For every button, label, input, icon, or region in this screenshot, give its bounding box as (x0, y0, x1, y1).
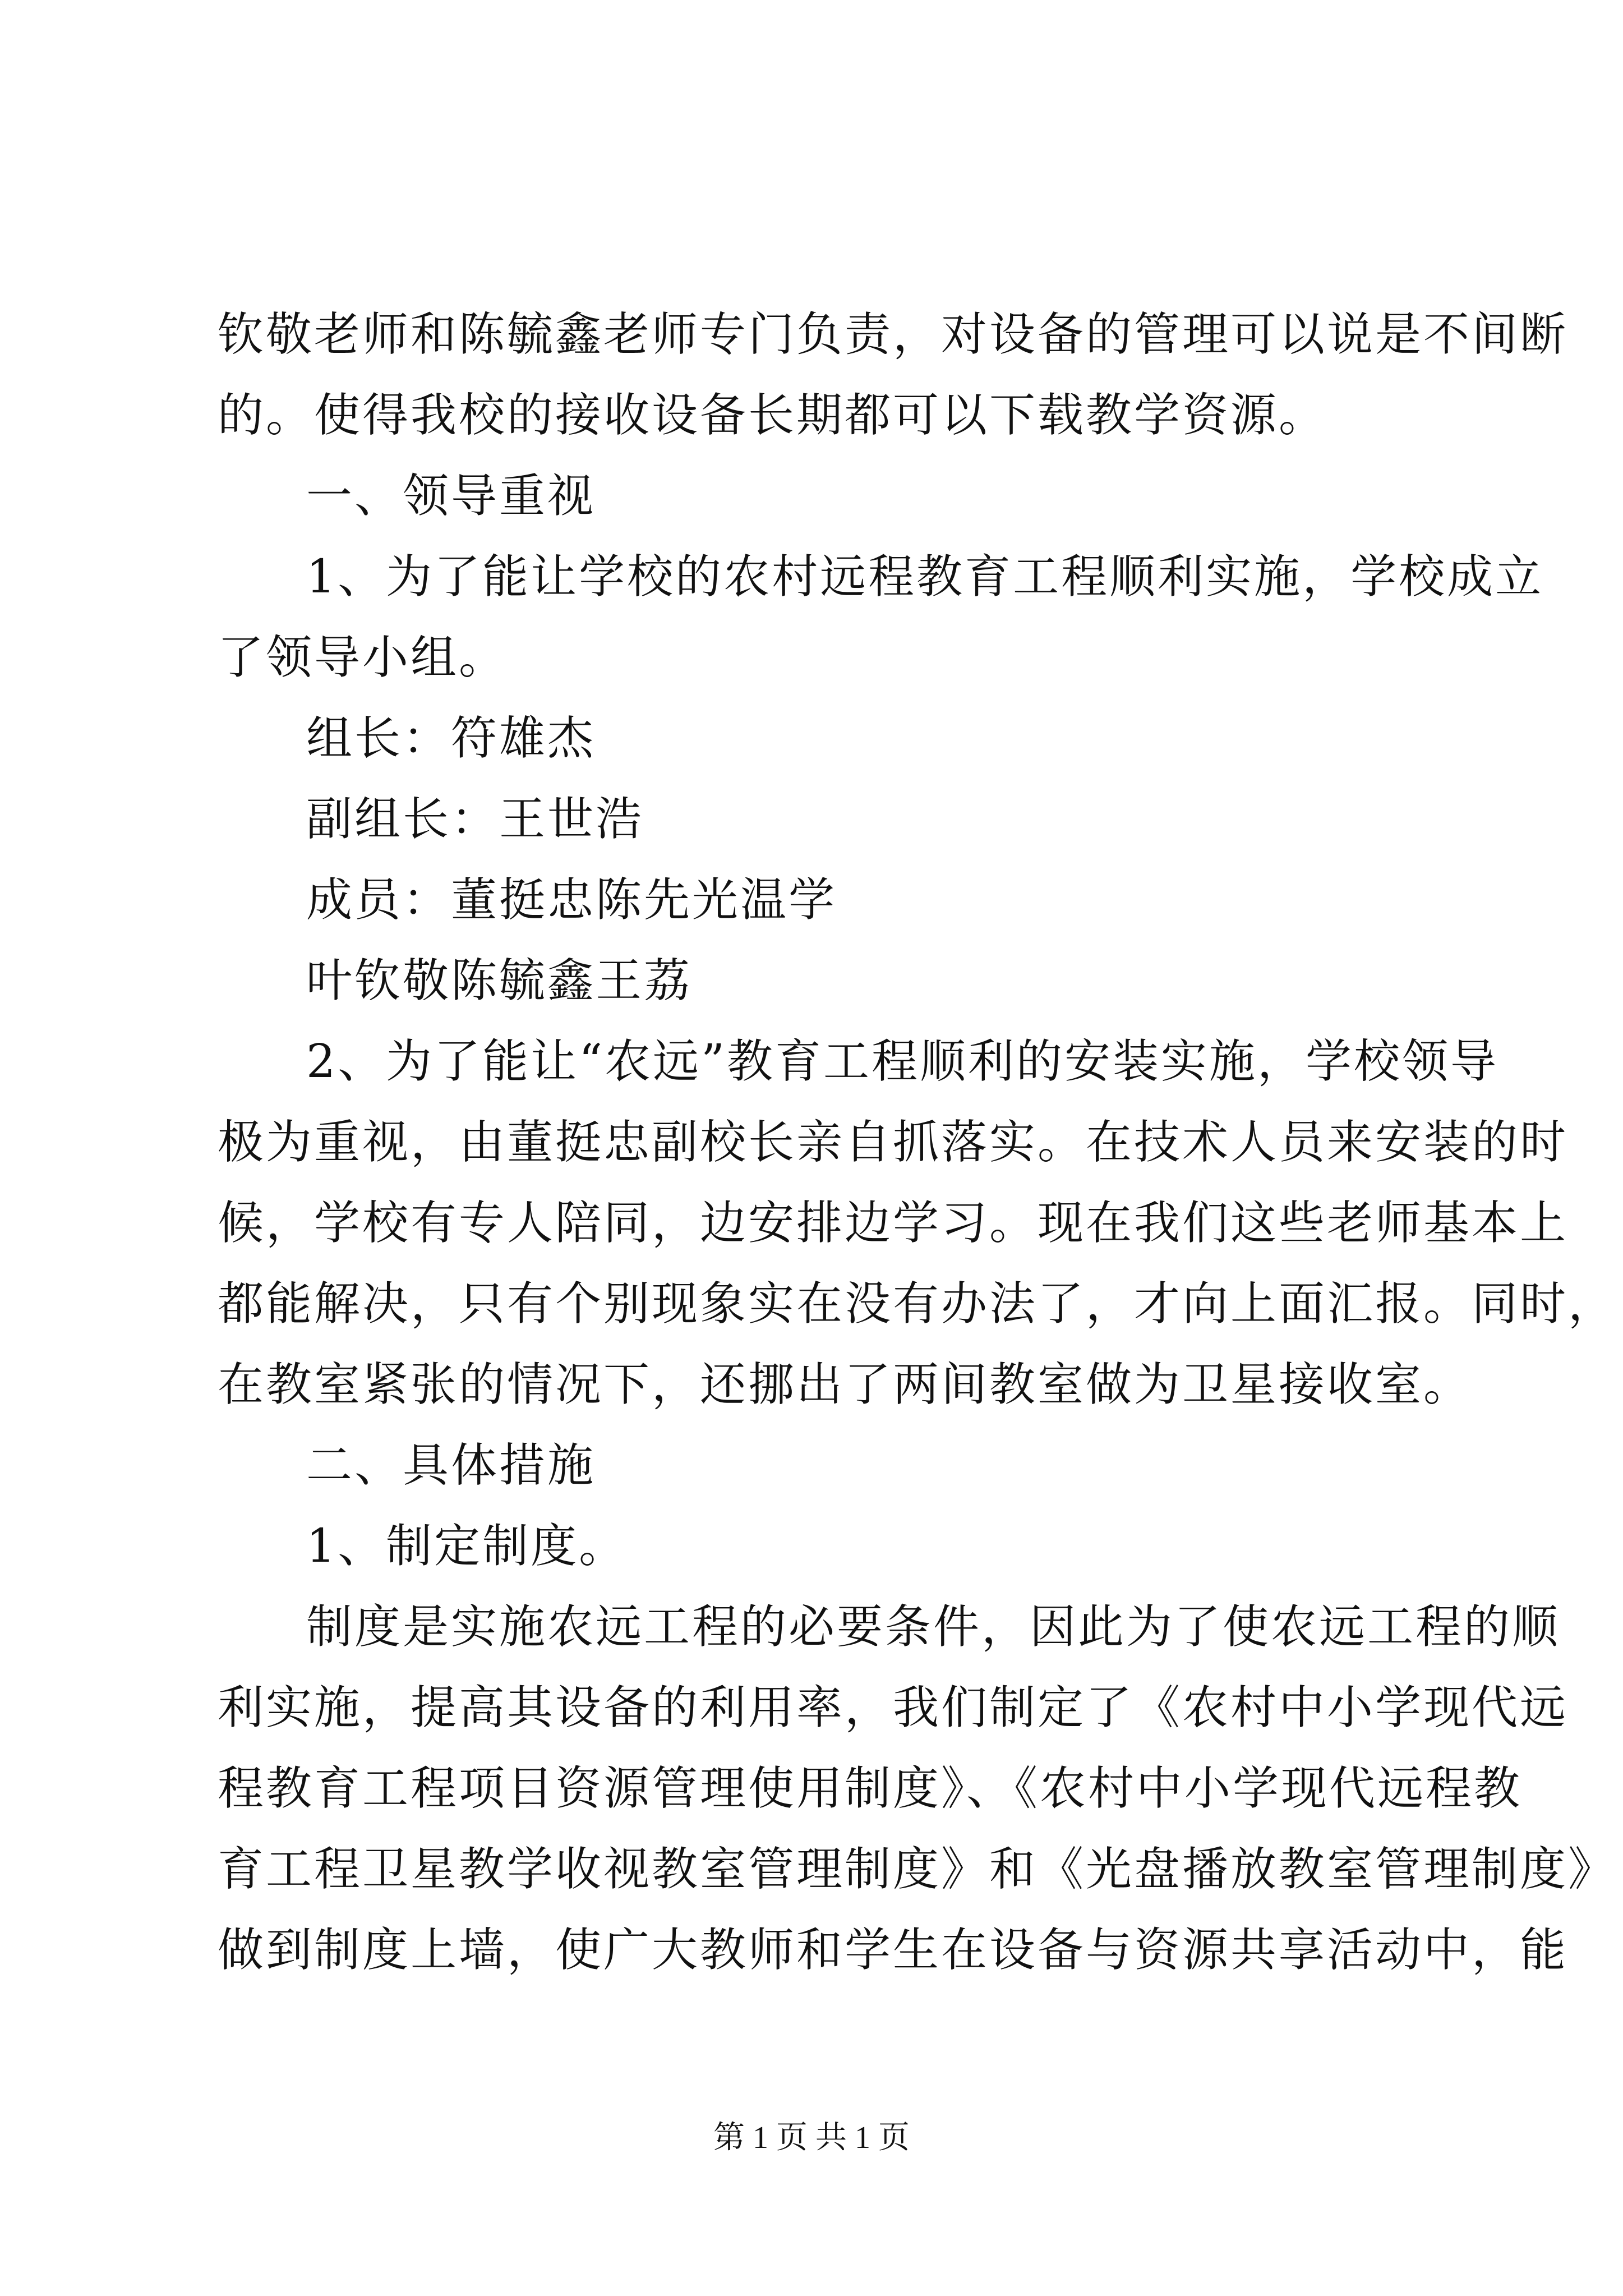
text-line: 利实施，提高其设备的利用率，我们制定了《农村中小学现代远 (218, 1681, 1569, 1734)
text-line: 钦敬老师和陈毓鑫老师专门负责，对设备的管理可以说是不间断 (218, 308, 1569, 361)
text-line: 1、为了能让学校的农村远程教育工程顺利实施，学校成立 (306, 550, 1544, 604)
text-line: 育工程卫星教学收视教室管理制度》和《光盘播放教室管理制度》 (218, 1843, 1617, 1896)
text-line: 制度是实施农远工程的必要条件，因此为了使农远工程的顺 (306, 1600, 1561, 1654)
text-line: 都能解决，只有个别现象实在没有办法了，才向上面汇报。同时， (218, 1277, 1617, 1331)
text-line: 做到制度上墙，使广大教师和学生在设备与资源共享活动中，能 (218, 1924, 1569, 1977)
text-line: 程教育工程项目资源管理使用制度》、《农村中小学现代远程教 (218, 1762, 1523, 1815)
page-footer: 第 1 页 共 1 页 (713, 2120, 910, 2155)
text-line: 了领导小组。 (218, 631, 508, 684)
text-line: 2、为了能让“农远”教育工程顺利的安装实施，学校领导 (306, 1035, 1499, 1088)
document-body (218, 295, 1617, 1991)
text-line: 的。使得我校的接收设备长期都可以下载教学资源。 (218, 389, 1327, 442)
section-heading: 二、具体措施 (306, 1439, 596, 1492)
text-line: 极为重视，由董挺忠副校长亲自抓落实。在技术人员来安装的时 (218, 1116, 1569, 1169)
section-heading: 一、领导重视 (306, 470, 596, 523)
text-line: 组长：符雄杰 (306, 712, 596, 765)
text-line: 成员：董挺忠陈先光温学 (306, 873, 837, 927)
text-line: 候，学校有专人陪同，边安排边学习。现在我们这些老师基本上 (218, 1197, 1569, 1250)
text-line: 叶钦敬陈毓鑫王荔 (306, 954, 693, 1007)
text-line: 在教室紧张的情况下，还挪出了两间教室做为卫星接收室。 (218, 1358, 1472, 1411)
text-line: 副组长：王世浩 (306, 793, 644, 846)
text-line: 1、制定制度。 (306, 1520, 628, 1573)
